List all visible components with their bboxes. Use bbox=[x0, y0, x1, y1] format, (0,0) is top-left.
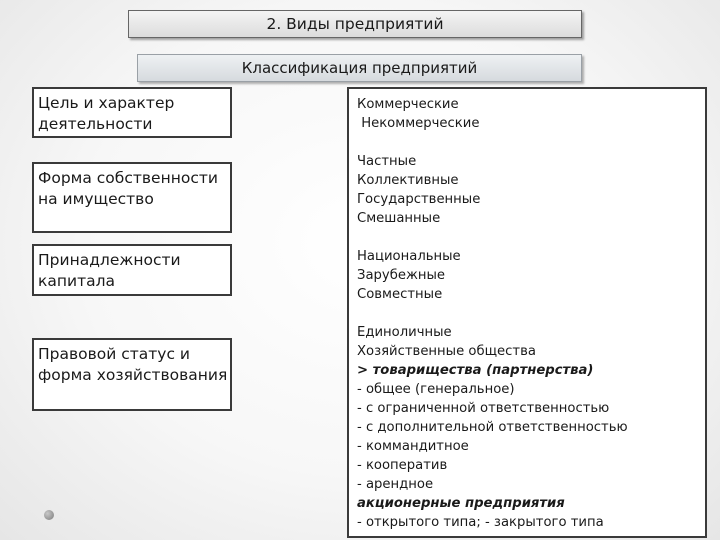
list-spacer bbox=[357, 228, 705, 247]
list-item: - кооператив bbox=[357, 458, 448, 473]
list-spacer bbox=[357, 304, 705, 323]
list-item: - коммандитное bbox=[357, 439, 469, 454]
list-item: Зарубежные bbox=[357, 268, 445, 283]
list-item: Частные bbox=[357, 154, 417, 169]
list-item: Коллективные bbox=[357, 173, 459, 188]
list-subheading: акционерные предприятия bbox=[357, 496, 565, 511]
list-item: Совместные bbox=[357, 287, 443, 302]
list-subheading: > товарищества (партнерства) bbox=[357, 363, 594, 378]
list-item: Смешанные bbox=[357, 211, 441, 226]
list-item: Национальные bbox=[357, 249, 461, 264]
category-purpose-box: Цель и характер деятельности bbox=[32, 87, 232, 138]
enterprise-types-list bbox=[347, 87, 707, 538]
page-title: 2. Виды предприятий bbox=[128, 10, 582, 38]
list-item: Единоличные bbox=[357, 325, 452, 340]
list-item: - арендное bbox=[357, 477, 434, 492]
list-item: - общее (генеральное) bbox=[357, 382, 515, 397]
category-ownership-box: Форма собственности на имущество bbox=[32, 162, 232, 233]
list-item: - открытого типа; - закрытого типа bbox=[357, 515, 604, 530]
classification-heading: Классификация предприятий bbox=[137, 54, 582, 82]
category-legal-status-box: Правовой статус и форма хозяйствования bbox=[32, 338, 232, 411]
list-item: - с ограниченной ответственностью bbox=[357, 401, 610, 416]
list-spacer bbox=[357, 133, 705, 152]
list-item: Коммерческие bbox=[357, 97, 459, 112]
list-item: - с дополнительной ответственностью bbox=[357, 420, 628, 435]
list-item: Государственные bbox=[357, 192, 481, 207]
list-item: Некоммерческие bbox=[357, 116, 480, 131]
bullet-icon bbox=[44, 510, 54, 520]
list-item: Хозяйственные общества bbox=[357, 344, 536, 359]
category-capital-box: Принадлежности капитала bbox=[32, 244, 232, 296]
